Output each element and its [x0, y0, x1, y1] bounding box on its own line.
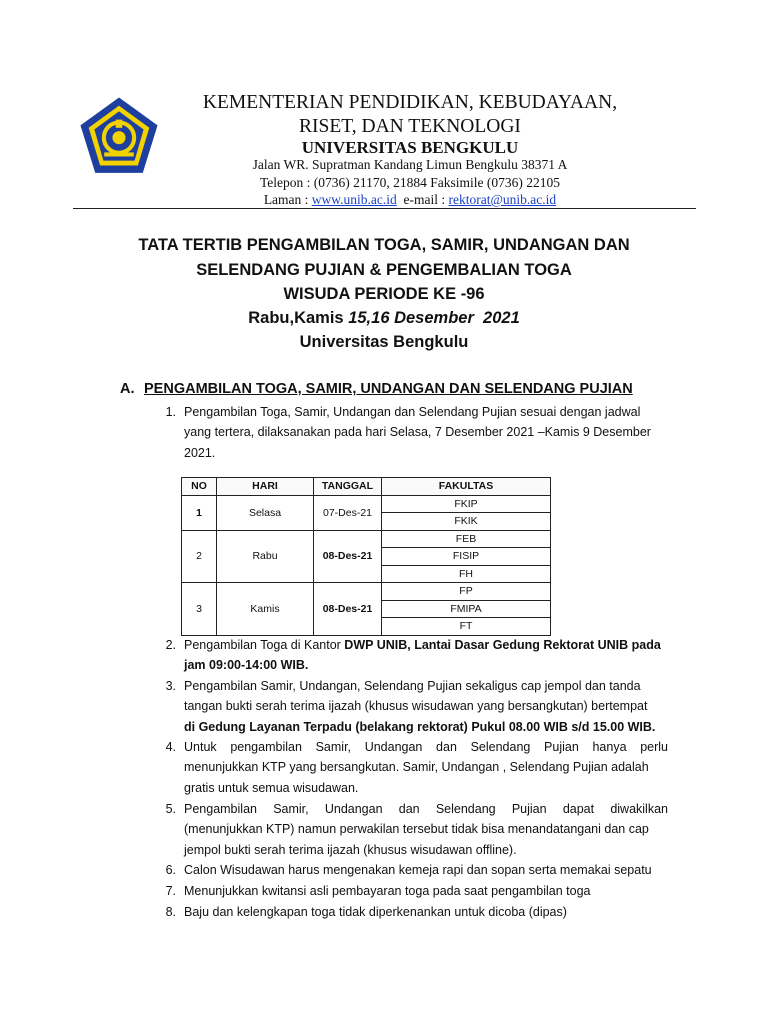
list-item-3 [184, 676, 668, 737]
cell-fakultas: FKIK [382, 513, 551, 531]
item4-line1: Untuk pengambilan Samir, Undangan dan Selendang Pujian hanya perlu [184, 740, 668, 754]
contact-line [160, 192, 660, 208]
item6-line: Calon Wisudawan harus mengenakan kemeja rapi dan sopan serta memakai sepatu [184, 863, 652, 877]
list-item-4 [184, 737, 668, 798]
section-heading: PENGAMBILAN TOGA, SAMIR, UNDANGAN DAN SELENDANG PUJIAN [144, 381, 633, 397]
item2-line2: jam 09:00-14:00 WIB. [184, 658, 309, 673]
list-item-8 [184, 902, 668, 922]
list-item-6 [184, 860, 668, 880]
table-row [182, 495, 551, 513]
email-link[interactable]: rektorat@unib.ac.id [448, 192, 557, 207]
cell-hari: Rabu [217, 530, 314, 583]
cell-hari: Kamis [217, 583, 314, 636]
item7-line: Menunjukkan kwitansi asli pembayaran toga pada saat pengambilan toga [184, 884, 591, 898]
website-link[interactable]: www.unib.ac.id [311, 192, 397, 207]
cell-fakultas: FISIP [382, 548, 551, 566]
cell-fakultas: FEB [382, 530, 551, 548]
date-prefix: Rabu,Kamis [248, 309, 349, 327]
cell-no: 1 [182, 495, 217, 530]
item1-line1: Pengambilan Toga, Samir, Undangan dan Selendang Pujian sesuai dengan jadwal [184, 405, 641, 419]
table-row [182, 583, 551, 601]
cell-fakultas: FKIP [382, 495, 551, 513]
item-number: 5. [165, 802, 176, 816]
item8-line: Baju dan kelengkapan toga tidak diperkenankan untuk dicoba (dipas) [184, 905, 567, 919]
item-number: 3. [165, 679, 176, 693]
ministry-line-1: KEMENTERIAN PENDIDIKAN, KEBUDAYAAN, [202, 92, 618, 113]
cell-fakultas: FH [382, 565, 551, 583]
doc-title-line-1: TATA TERTIB PENGAMBILAN TOGA, SAMIR, UNDANGAN DAN [138, 236, 630, 254]
item3-line2: tangan bukti serah terima ijazah (khusus wisudawan yang bersangkutan) bertempat [184, 699, 648, 714]
item1-line2: yang tertera, dilaksanakan pada hari Selasa, 7 Desember 2021 –Kamis 9 Desember [184, 425, 651, 440]
item4-line3: gratis untuk semua wisudawan. [184, 780, 359, 795]
item5-line1: Pengambilan Samir, Undangan dan Selendang Pujian dapat diwakilkan [184, 802, 668, 816]
list-item-1 [184, 402, 668, 463]
list-item-5 [184, 799, 668, 860]
item4-line2: menunjukkan KTP yang bersangkutan. Samir, Undangan , Selendang Pujian adalah [184, 760, 649, 775]
item3-line1: Pengambilan Samir, Undangan, Selendang Pujian sekaligus cap jempol dan tanda [184, 679, 641, 693]
item5-line3: jempol bukti serah terima ijazah (khusus wisudawan offline). [184, 842, 517, 857]
item-number: 6. [165, 863, 176, 877]
cell-tanggal: 08-Des-21 [314, 583, 382, 636]
item-number: 1. [165, 405, 176, 419]
col-header-fakultas: FAKULTAS [382, 478, 551, 496]
email-label: e-mail : [396, 192, 449, 207]
item2-line1-b: DWP UNIB, Lantai Dasar Gedung Rektorat UNIB pada [344, 638, 661, 652]
table-header-row [182, 478, 551, 496]
table-row [182, 530, 551, 548]
doc-title-line-2: SELENDANG PUJIAN & PENGEMBALIAN TOGA [196, 261, 572, 279]
col-header-no: NO [182, 478, 217, 496]
cell-tanggal: 08-Des-21 [314, 530, 382, 583]
university-logo [78, 94, 160, 178]
item-number: 7. [165, 884, 176, 898]
ministry-line-2: RISET, DAN TEKNOLOGI [299, 116, 521, 137]
cell-fakultas: FP [382, 583, 551, 601]
cell-tanggal: 07-Des-21 [314, 495, 382, 530]
col-header-tanggal: TANGGAL [314, 478, 382, 496]
doc-title-date [0, 309, 768, 328]
address: Jalan WR. Supratman Kandang Limun Bengkulu 38371 A [252, 157, 568, 172]
cell-fakultas: FT [382, 618, 551, 636]
list-item-7 [184, 881, 668, 901]
cell-no: 3 [182, 583, 217, 636]
web-label: Laman : [263, 192, 312, 207]
cell-fakultas: FMIPA [382, 600, 551, 618]
university-name: UNIVERSITAS BENGKULU [301, 138, 519, 157]
phone-fax: Telepon : (0736) 21170, 21884 Faksimile (0736) 22105 [259, 175, 561, 190]
cell-no: 2 [182, 530, 217, 583]
doc-title-line-3: WISUDA PERIODE KE -96 [283, 285, 485, 303]
item3-line3: di Gedung Layanan Terpadu (belakang rektorat) Pukul 08.00 WIB s/d 15.00 WIB. [184, 719, 656, 734]
item-number: 2. [165, 638, 176, 652]
schedule-table [181, 477, 551, 636]
item-number: 8. [165, 905, 176, 919]
doc-title-line-5: Universitas Bengkulu [299, 333, 469, 351]
date-italic: 15,16 Desember 2021 [348, 309, 520, 327]
col-header-hari: HARI [217, 478, 314, 496]
item2-line1 [184, 635, 668, 655]
item1-line3: 2021. [184, 445, 216, 460]
letterhead-divider [73, 208, 696, 209]
item2-line1-a: Pengambilan Toga di Kantor [184, 638, 345, 652]
cell-hari: Selasa [217, 495, 314, 530]
item5-line2: (menunjukkan KTP) namun perwakilan tersebut tidak bisa menandatangani dan cap [184, 822, 649, 837]
section-letter: A. [120, 381, 135, 397]
item-number: 4. [165, 740, 176, 754]
list-item-2 [184, 635, 668, 676]
